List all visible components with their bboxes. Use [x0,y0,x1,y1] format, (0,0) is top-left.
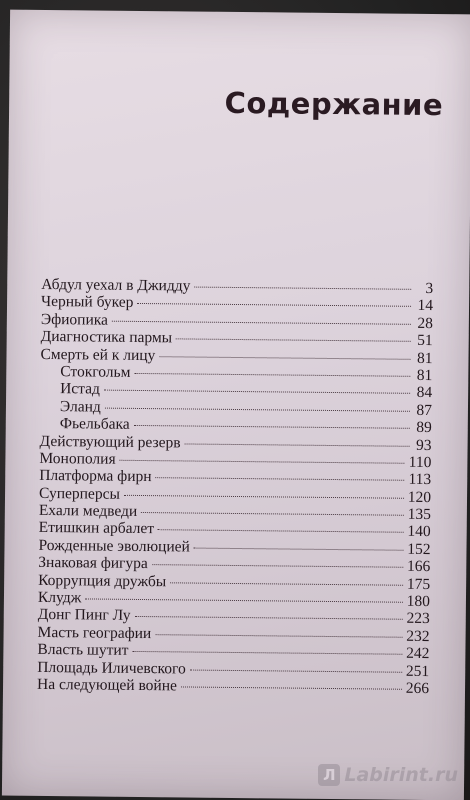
dot-leader [194,547,403,550]
dot-leader [170,582,403,585]
toc-entry-page-number: 180 [406,592,431,611]
toc-entry-title: Монополия [39,449,116,468]
watermark [318,764,458,786]
toc-entry-page-number: 3 [425,279,434,298]
toc-entry-page-number: 81 [416,349,433,367]
dot-leader [141,512,403,516]
toc-entry-title: Площадь Иличевского [37,658,186,678]
dot-leader [134,425,410,429]
toc-entry-title: Масть географии [37,623,152,642]
toc-entry-title: Смерть ей к лицу [40,345,156,364]
toc-entry-page-number: 135 [407,505,431,524]
toc-entry [37,676,429,697]
toc-entry-title: Платформа фирн [39,467,152,486]
toc-entry-page-number: 242 [406,644,430,663]
toc-entry-title: Диагностика пармы [40,328,173,347]
toc-entry-title: Фьельбака [59,415,130,434]
dot-leader [185,443,410,446]
dot-leader [120,460,405,464]
toc-entry-title: Действующий резерв [39,432,181,451]
toc-entry-page-number: 266 [405,679,430,698]
dot-leader [124,495,404,499]
dot-leader [134,373,410,377]
toc-entry-title: Коррупция дружбы [38,571,167,590]
toc-entry-page-number: 87 [416,401,433,419]
dot-leader [85,598,402,602]
dot-leader [105,407,410,411]
toc-entry-title: Абдул уехал в Джидду [41,275,191,295]
toc-entry-page-number: 51 [417,332,433,350]
toc-entry-page-number: 113 [408,471,432,489]
toc-entry-page-number: 93 [416,436,432,454]
page-title: Содержание [224,85,444,123]
dot-leader [190,669,402,672]
toc-entry-title: На следующей войне [36,675,178,695]
toc-entry-title: Власть шутит [37,641,129,660]
dot-leader [155,634,402,638]
toc-entry-page-number: 110 [408,453,432,471]
toc-entry-page-number: 232 [406,627,430,645]
dot-leader [194,287,411,290]
labirint-logo-icon: Л [318,764,340,786]
toc-entry-title: Эфиопика [40,310,109,329]
toc-entry-page-number: 14 [417,297,434,315]
dot-leader [159,356,410,360]
dot-leader [176,339,411,342]
toc-entry-title: Черный букер [40,293,134,312]
table-of-contents [37,276,433,697]
book-page [2,10,470,800]
toc-entry-page-number: 28 [417,314,433,332]
dot-leader [181,686,402,689]
toc-entry-title: Донг Пинг Лу [37,606,131,625]
dot-leader [112,320,411,324]
dot-leader [156,477,405,481]
toc-entry-title: Стокгольм [60,363,131,381]
toc-entry-title: Знаковая фигура [38,554,148,573]
toc-entry-page-number: 89 [416,419,432,437]
toc-entry-title: Эланд [59,397,101,416]
toc-entry-page-number: 166 [406,558,431,576]
dot-leader [158,530,403,534]
watermark-text: Labirint.ru [344,764,458,786]
toc-entry-page-number: 152 [407,540,431,558]
toc-entry-title: Клудж [37,588,82,607]
toc-entry-title: Етишкин арбалет [38,519,155,538]
toc-entry-page-number: 140 [407,523,431,541]
dot-leader [152,564,403,568]
toc-entry-title: Истад [60,380,101,398]
toc-entry-title: Ехали медведи [38,502,138,521]
toc-entry-page-number: 223 [406,610,430,628]
toc-entry-page-number: 84 [416,384,433,402]
toc-entry-page-number: 175 [406,575,431,593]
dot-leader [137,303,411,307]
dot-leader [132,651,402,655]
toc-entry-page-number: 120 [407,488,432,506]
toc-entry-title: Рожденные эволюцией [38,536,190,556]
dot-leader [135,616,403,620]
toc-entry-page-number: 81 [416,366,433,384]
dot-leader [104,390,410,394]
toc-entry-page-number: 251 [405,662,430,680]
toc-entry-title: Суперперсы [38,484,121,503]
